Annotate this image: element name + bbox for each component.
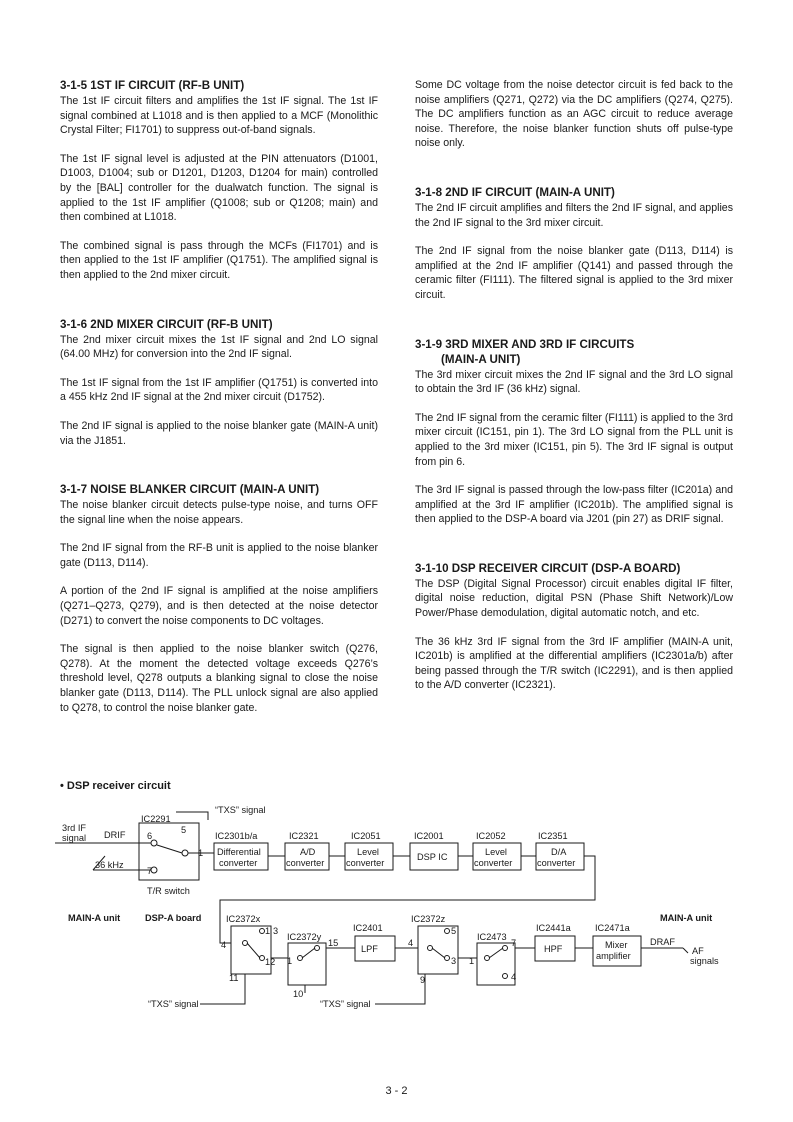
pin-label: 5 (181, 825, 187, 835)
block-label: DSP IC (417, 852, 448, 862)
main-a-unit-left: MAIN-A unit (68, 913, 121, 923)
pin-label: 7 (511, 938, 517, 948)
section-3-1-8 (415, 185, 733, 303)
pin-label: 11 (229, 973, 239, 983)
pin-label: 7 (147, 866, 153, 876)
freq-label: 36 kHz (95, 860, 124, 870)
ic-label: IC2401 (353, 923, 383, 933)
pin-label: 4 (511, 972, 517, 982)
block-label: LPF (361, 944, 378, 954)
paragraph: The 2nd IF signal from the RF-B unit is applied to the noise blanker gate (D113, D114). (60, 542, 378, 569)
block-label: Differential (217, 847, 261, 857)
block-label: Level (485, 847, 507, 857)
block-label: HPF (544, 944, 563, 954)
section-3-1-6 (60, 317, 378, 449)
af-label: AF (692, 946, 704, 956)
paragraph: A portion of the 2nd IF signal is amplified at the noise amplifiers (Q271–Q273, Q279), and is then detected at the noise detector (D271) to convert the noise components to DC voltages. (60, 585, 378, 627)
pin-label: 3 (273, 926, 279, 936)
diagram-title: • DSP receiver circuit (60, 780, 171, 792)
block-label: amplifier (596, 951, 631, 961)
paragraph: The 2nd IF signal from the ceramic filter (FI111) is applied to the 3rd mixer circuit (IC151, pin 1). The 3rd LO signal from the PLL unit is applied to the 3rd mixer (IC151, pin 5). The 3rd IF signal is output from pin 6. (415, 411, 733, 468)
pin-label: 9 (420, 975, 426, 985)
paragraph: The 2nd mixer circuit mixes the 1st IF signal and 2nd LO signal (64.00 MHz) for conversion into the 2nd IF signal. (60, 333, 378, 361)
block-label: D/A (551, 847, 567, 857)
txs-signal-label-right: “TXS” signal (320, 999, 371, 1009)
ic-label: IC2321 (289, 831, 319, 841)
pin-label: 12 (265, 957, 276, 967)
section-3-1-10 (415, 561, 733, 693)
left-column (60, 78, 378, 729)
paragraph: The 2nd IF signal is applied to the noise blanker gate (MAIN-A unit) via the J1851. (60, 419, 378, 447)
ic-label: IC2372x (226, 914, 261, 924)
ic-label: IC2051 (351, 831, 381, 841)
paragraph: The 1st IF signal from the 1st IF amplifier (Q1751) is converted into a 455 kHz 2nd IF signal at the 2nd mixer circuit (D1752). (60, 376, 378, 404)
af-label: signals (690, 956, 719, 966)
pin-label: 3 (451, 956, 457, 966)
block-label: Mixer (605, 940, 628, 950)
pin-label: 5 (451, 926, 457, 936)
main-a-unit-right: MAIN-A unit (660, 913, 713, 923)
drif-label: DRIF (104, 830, 126, 840)
pin-label: 10 (293, 989, 304, 999)
pin-label: 1 (469, 956, 475, 966)
paragraph: The 1st IF circuit filters and amplifies the 1st IF signal. The 1st IF signal combined at L1018 and is then applied to a MCF (Monolithic Crystal Filter; FI1701) to suppress out-of-band signals. (60, 95, 378, 137)
block-label: Level (357, 847, 379, 857)
right-column (415, 78, 733, 707)
paragraph: Some DC voltage from the noise detector circuit is fed back to the noise amplifiers (Q271, Q272) via the DC amplifiers (Q274, Q275). The DC amplifiers function as an AGC circuit to reduce average noise. Therefore, the noise blanker function shuts off pulse-type noise only. (415, 79, 733, 150)
pin-label: 1 (287, 956, 293, 966)
paragraph: The noise blanker circuit detects pulse-type noise, and turns OFF the signal line when the noise appears. (60, 499, 378, 526)
section-heading: 3-1-7 NOISE BLANKER CIRCUIT (MAIN-A UNIT) (60, 483, 320, 497)
paragraph: The 1st IF signal level is adjusted at the PIN attenuators (D1001, D1003, D1004; sub or D1201, D1203, D1204 for main) controlled by the [BAL] controller for the dualwatch function. The signal is applied to the 1st IF amplifier (Q1008; sub or Q1208; main) and then combined at L1018. (60, 152, 378, 224)
paragraph: The 3rd IF signal is passed through the low-pass filter (IC201a) and amplified at the 3rd IF amplifier (IC201b). The amplified signal is then applied to the DSP-A board via J201 (pin 27) as DRIF signal. (415, 484, 733, 526)
txs-signal-label-top: “TXS” signal (215, 805, 266, 815)
ic-label: IC2301b/a (215, 831, 258, 841)
block-label: converter (346, 858, 385, 868)
block-label: converter (474, 858, 513, 868)
input-label-2: signal (62, 833, 87, 843)
section-heading: 3-1-6 2ND MIXER CIRCUIT (RF-B UNIT) (60, 317, 273, 331)
ic-label: IC2052 (476, 831, 506, 841)
section-heading: 3-1-10 DSP RECEIVER CIRCUIT (DSP-A BOARD) (415, 561, 681, 575)
txs-signal-label-left: “TXS” signal (148, 999, 199, 1009)
paragraph: The combined signal is pass through the MCFs (FI1701) and is then applied to the 1st IF amplifier (Q1751). The amplified signal is then applied to the 2nd mixer circuit. (60, 239, 378, 281)
paragraph: The signal is then applied to the noise blanker switch (Q276, Q278). At the moment the detected voltage exceeds Q276’s threshold level, Q278 outputs a blanking signal to close the noise blanker gate (D113, D114). The PLL unlock signal are also applied to Q278, to control the noise blanker gate. (60, 643, 378, 714)
ic-label: IC2473 (477, 932, 507, 942)
paragraph: The DSP (Digital Signal Processor) circuit enables digital IF filter, digital noise reduction, digital PSN (Phase Shift Network)/Low Power/Phase demodulation, digital automatic notch, and etc. (415, 577, 733, 620)
block-label: converter (537, 858, 576, 868)
paragraph: The 2nd IF circuit amplifies and filters the 2nd IF signal, and applies the 2nd IF signal to the 3rd mixer circuit. (415, 201, 733, 229)
dsp-a-board-label: DSP-A board (145, 913, 202, 923)
pin-label: 4 (221, 940, 227, 950)
tr-switch-label: T/R switch (147, 886, 190, 896)
pin-label: 6 (147, 831, 153, 841)
page-number: 3 - 2 (385, 1085, 408, 1097)
dsp-receiver-block-diagram (55, 798, 735, 1018)
block-label: converter (219, 858, 258, 868)
section-3-1-7 (60, 482, 378, 715)
ic-label: IC2441a (536, 923, 571, 933)
section-3-1-5 (60, 78, 378, 283)
ic-label: IC2372y (287, 932, 322, 942)
ic-label: IC2001 (414, 831, 444, 841)
section-heading: 3-1-9 3RD MIXER AND 3RD IF CIRCUITS (MAIN-A UNIT) (415, 337, 635, 366)
paragraph: The 3rd mixer circuit mixes the 2nd IF signal and the 3rd LO signal to obtain the 3rd IF (36 kHz) signal. (415, 368, 733, 396)
pin-label: 1 (265, 926, 271, 936)
ic-label: IC2351 (538, 831, 568, 841)
paragraph: The 36 kHz 3rd IF signal from the 3rd IF amplifier (MAIN-A unit, IC201b) is amplified at the differential amplifiers (IC2301a/b) after being passed through the T/R switch (IC2291), and is then applied to the A/D converter (IC2321). (415, 635, 733, 692)
ic-label: IC2372z (411, 914, 446, 924)
pin-label: 4 (408, 938, 414, 948)
block-label: converter (286, 858, 325, 868)
pin-label: 1 (198, 848, 204, 858)
pin-label: 15 (328, 938, 339, 948)
ic-label: IC2471a (595, 923, 630, 933)
section-3-1-9 (415, 337, 733, 527)
section-heading: 3-1-8 2ND IF CIRCUIT (MAIN-A UNIT) (415, 185, 615, 199)
ic-label: IC2291 (141, 814, 171, 824)
section-heading: 3-1-5 1ST IF CIRCUIT (RF-B UNIT) (60, 79, 245, 92)
draf-label: DRAF (650, 937, 676, 947)
block-label: A/D (300, 847, 316, 857)
input-label-1: 3rd IF (62, 823, 86, 833)
paragraph: The 2nd IF signal from the noise blanker gate (D113, D114) is amplified at the 2nd IF amplifier (Q141) and passed through the ceramic filter (FI111). The filtered signal is applied to the 3rd mixer circuit. (415, 245, 733, 301)
